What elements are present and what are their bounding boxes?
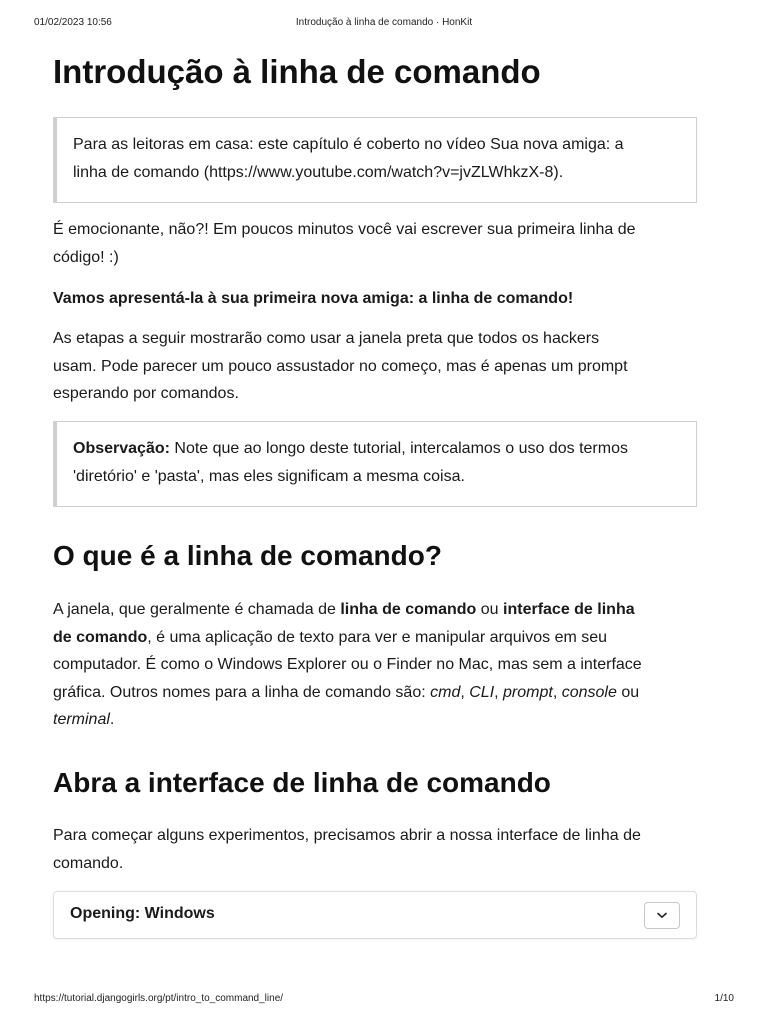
chevron-down-icon	[657, 912, 667, 919]
print-url: https://tutorial.djangogirls.org/pt/intro_to_command_line/	[34, 993, 284, 1004]
term-interface-de-linha: interface de linha	[503, 601, 635, 618]
print-header	[0, 17, 768, 31]
bold-intro-paragraph: Vamos apresentá-la à sua primeira nova amiga: a linha de comando!	[53, 290, 574, 307]
section-heading-open-cli: Abra a interface de linha de comando	[53, 767, 551, 798]
term-console: console	[561, 683, 617, 701]
collapsible-label: Opening: Windows	[70, 905, 215, 922]
observation-note	[53, 421, 697, 507]
observation-label: Observação:	[73, 440, 170, 457]
collapsible-opening-windows[interactable]	[53, 891, 697, 939]
collapsible-toggle-button[interactable]	[644, 902, 680, 929]
video-note	[53, 117, 697, 203]
print-footer	[0, 993, 768, 1007]
observation-line-1: Observação: Note que ao longo deste tutorial, intercalamos o uso dos termos	[73, 440, 628, 457]
section-heading-what-is-cli: O que é a linha de comando?	[53, 540, 442, 571]
video-note-line-1: Para as leitoras em casa: este capítulo é coberto no vídeo Sua nova amiga: a	[73, 136, 624, 153]
intro-paragraph: É emocionante, não?! Em poucos minutos você vai escrever sua primeira linha de código! :)	[53, 221, 636, 266]
print-doc-title: Introdução à linha de comando · HonKit	[295, 17, 473, 28]
open-cli-paragraph: Para começar alguns experimentos, precisamos abrir a nossa interface de linha de comando.	[53, 827, 641, 872]
print-page-number: 1/10	[714, 993, 734, 1004]
term-de-comando: de comando	[53, 628, 148, 646]
term-cmd: cmd	[430, 683, 461, 701]
term-terminal: terminal	[53, 711, 110, 728]
term-prompt: prompt	[503, 683, 553, 701]
print-datetime: 01/02/2023 10:56	[34, 17, 112, 28]
video-note-line-2: linha de comando (https://www.youtube.com/watch?v=jvZLWhkzX-8).	[73, 163, 564, 181]
observation-line-2: 'diretório' e 'pasta', mas eles significam a mesma coisa.	[73, 467, 465, 485]
term-cli: CLI	[469, 683, 495, 701]
page-title: Introdução à linha de comando	[53, 53, 541, 90]
what-is-cli-paragraph: A janela, que geralmente é chamada de linha de comando ou interface de linha de comando, é uma aplicação de texto para ver e manipular arquivos em seu computador. É como o Windows Explorer ou o Finder no Mac, mas sem a interface gráfica. Outros nomes para a linha de comando são: cmd, CLI, prompt, console ou terminal.	[53, 601, 642, 728]
steps-paragraph: As etapas a seguir mostrarão como usar a janela preta que todos os hackers usam. Pode parecer um pouco assustador no começo, mas é apenas um prompt esperando por comandos.	[53, 330, 628, 402]
term-linha-de-comando: linha de comando	[340, 601, 477, 618]
